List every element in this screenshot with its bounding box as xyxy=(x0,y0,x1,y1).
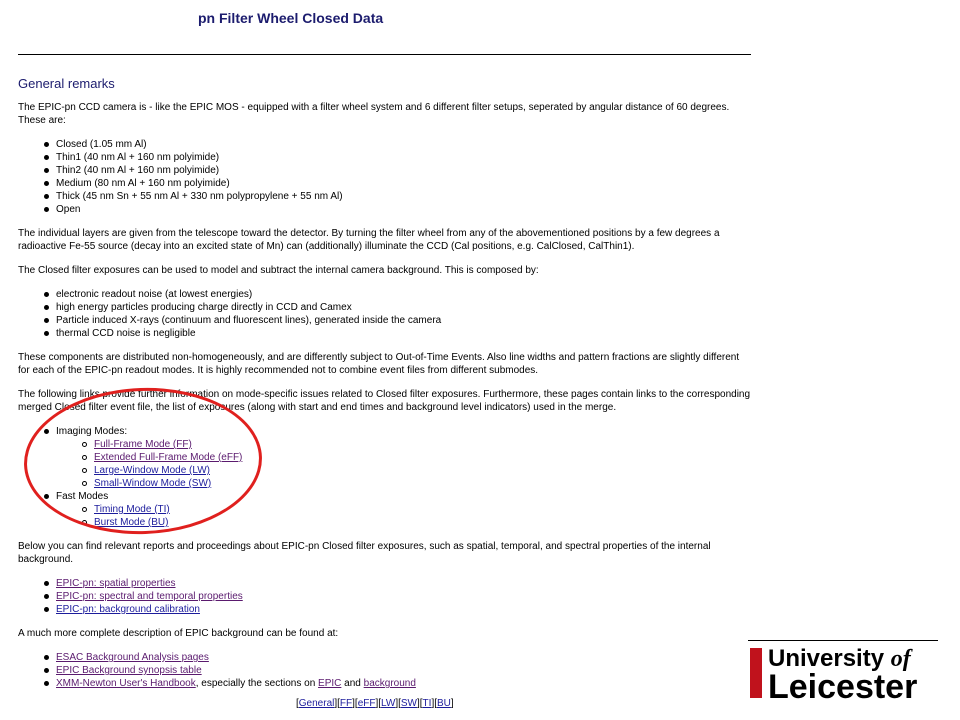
list-item xyxy=(56,590,751,603)
link-users-handbook[interactable]: XMM-Newton User's Handbook xyxy=(56,678,196,689)
nav-link-lw[interactable]: LW xyxy=(381,698,396,709)
nav-link-ti[interactable]: TI xyxy=(422,698,432,709)
list-item: Thin1 (40 nm Al + 160 nm polyimide) xyxy=(56,151,751,164)
links-paragraph: The following links provide further information on mode-specific issues related to Closed filter exposures. Furthermore, these pages contain links to the corresponding merged Closed filter event file, the list of exposures (along with start and end times and background level indicators) used in the merge. xyxy=(18,389,751,413)
list-item: Medium (80 nm Al + 160 nm polyimide) xyxy=(56,177,751,190)
link-burst-mode[interactable]: Burst Mode (BU) xyxy=(94,517,169,528)
list-item: Open xyxy=(56,203,751,216)
page-title: pn Filter Wheel Closed Data xyxy=(198,10,384,26)
bullet-icon xyxy=(44,305,49,310)
nav-link-general[interactable]: General xyxy=(298,698,335,709)
link-full-frame-mode[interactable]: Full-Frame Mode (FF) xyxy=(94,439,192,450)
nav-link-eff[interactable]: eFF xyxy=(357,698,376,709)
list-item: thermal CCD noise is negligible xyxy=(56,327,751,340)
list-item-fast-modes: Fast Modes Timing Mode (TI) Burst Mode (BU) xyxy=(56,490,751,529)
bullet-icon xyxy=(44,668,49,673)
intro-paragraph: The EPIC-pn CCD camera is - like the EPIC MOS - equipped with a filter wheel system and 6 different filter setups, seperated by angular distance of 60 degrees. These are: xyxy=(18,102,730,126)
link-timing-mode[interactable]: Timing Mode (TI) xyxy=(94,504,170,515)
university-logo xyxy=(748,640,938,706)
page-navigation: [General][FF][eFF][LW][SW][TI][BU] xyxy=(296,698,454,709)
closed-paragraph: The Closed filter exposures can be used to model and subtract the internal camera background. This is composed by: xyxy=(18,265,539,276)
list-item: XMM-Newton User's Handbook, especially the sections on EPIC and background xyxy=(56,677,751,690)
list-item xyxy=(56,577,751,590)
bullet-icon xyxy=(44,655,49,660)
logo-text-university: University of xyxy=(768,645,911,672)
link-spectral-temporal-properties[interactable]: EPIC-pn: spectral and temporal properties xyxy=(56,591,243,602)
background-links-list xyxy=(18,651,751,690)
list-item xyxy=(56,603,751,616)
bullet-icon xyxy=(44,168,49,173)
link-background-synopsis[interactable]: EPIC Background synopsis table xyxy=(56,665,202,676)
link-small-window-mode[interactable]: Small-Window Mode (SW) xyxy=(94,478,212,489)
bullet-icon xyxy=(44,292,49,297)
bullet-icon xyxy=(44,318,49,323)
distributed-paragraph: These components are distributed non-homogeneously, and are differently subject to Out-of-Time Events. Also line widths and pattern fractions are slightly different for each of the EPIC-pn readout modes. It is highly recommended not to combine event files from different submodes. xyxy=(18,352,740,376)
section-title: General remarks xyxy=(18,76,115,91)
horizontal-rule xyxy=(18,54,751,55)
bullet-icon xyxy=(44,681,49,686)
bullet-icon xyxy=(44,594,49,599)
bullet-icon xyxy=(44,142,49,147)
bullet-icon xyxy=(44,181,49,186)
logo-divider xyxy=(748,640,938,641)
reports-paragraph: Below you can find relevant reports and proceedings about EPIC-pn Closed filter exposures, such as spatial, temporal, and spectral properties of the internal background. xyxy=(18,541,711,565)
bullet-icon xyxy=(44,155,49,160)
layers-paragraph: The individual layers are given from the telescope toward the detector. By turning the filter wheel from any of the abovementioned positions by a few degrees a radioactive Fe-55 source (decay into an excited state of Mn) can (additionally) illuminate the CCD (Cal positions, e.g. CalClosed, CalThin1). xyxy=(18,228,720,252)
list-item: Thick (45 nm Sn + 55 nm Al + 330 nm polypropylene + 55 nm Al) xyxy=(56,190,751,203)
nav-link-bu[interactable]: BU xyxy=(437,698,451,709)
link-epic-section[interactable]: EPIC xyxy=(318,678,342,689)
bullet-icon xyxy=(44,607,49,612)
filter-list xyxy=(18,138,751,216)
link-spatial-properties[interactable]: EPIC-pn: spatial properties xyxy=(56,578,176,589)
list-item xyxy=(56,651,751,664)
list-item-imaging-modes: Imaging Modes: Full-Frame Mode (FF) Extended Full-Frame Mode (eFF) Large-Window Mode (LW) Small-Window Mode (SW) xyxy=(56,425,751,490)
list-item: Particle induced X-rays (continuum and fluorescent lines), generated inside the camera xyxy=(56,314,751,327)
link-background-calibration[interactable]: EPIC-pn: background calibration xyxy=(56,604,200,615)
bullet-icon xyxy=(44,331,49,336)
complete-paragraph: A much more complete description of EPIC background can be found at: xyxy=(18,628,339,639)
list-item xyxy=(56,664,751,677)
nav-link-ff[interactable]: FF xyxy=(339,698,353,709)
reports-list xyxy=(18,577,751,616)
shield-icon xyxy=(750,648,762,698)
list-item: electronic readout noise (at lowest energies) xyxy=(56,288,751,301)
nav-link-sw[interactable]: SW xyxy=(400,698,417,709)
bullet-icon xyxy=(44,194,49,199)
list-item: Closed (1.05 mm Al) xyxy=(56,138,751,151)
list-item: Thin2 (40 nm Al + 160 nm polyimide) xyxy=(56,164,751,177)
bullet-icon xyxy=(44,207,49,212)
logo-text-leicester: Leicester xyxy=(768,668,918,706)
link-background-section[interactable]: background xyxy=(363,678,416,689)
link-large-window-mode[interactable]: Large-Window Mode (LW) xyxy=(94,465,210,476)
bullet-icon xyxy=(44,581,49,586)
link-extended-full-frame-mode[interactable]: Extended Full-Frame Mode (eFF) xyxy=(94,452,243,463)
components-list xyxy=(18,288,751,340)
link-esac-background[interactable]: ESAC Background Analysis pages xyxy=(56,652,209,663)
list-item: high energy particles producing charge directly in CCD and Camex xyxy=(56,301,751,314)
